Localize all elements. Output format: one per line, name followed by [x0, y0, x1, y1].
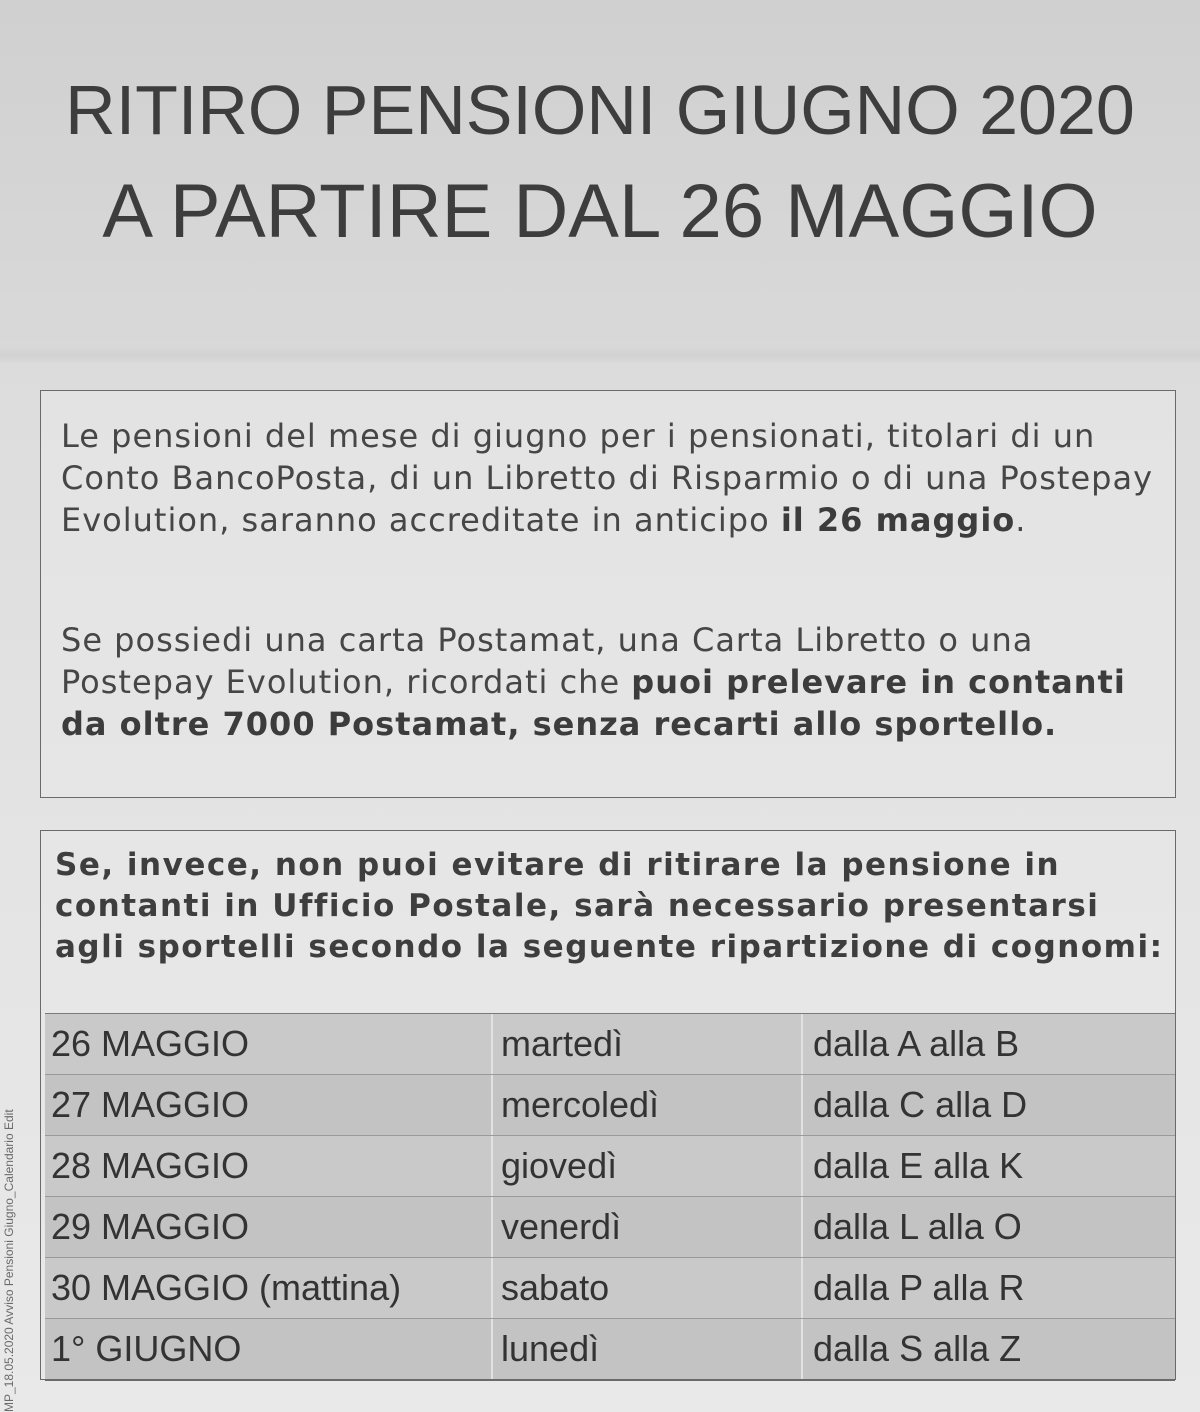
day-cell: mercoledì: [493, 1075, 803, 1135]
day-cell: martedì: [493, 1014, 803, 1074]
info-paragraph-postamat: [61, 619, 1161, 745]
notice-title: RITIRO PENSIONI GIUGNO 2020: [65, 71, 1135, 149]
info-box: [40, 390, 1176, 798]
credit-text: Le pensioni del mese di giugno per i pensionati, titolari di un Conto BancoPosta, di un Libretto di Risparmio o di una Postepay Evolution, saranno accreditate in anticipo: [61, 417, 1154, 539]
surname-range-cell: dalla S alla Z: [813, 1328, 1022, 1369]
surname-range-cell: dalla C alla D: [813, 1084, 1028, 1125]
table-row: [45, 1075, 1175, 1136]
surname-range-cell: dalla A alla B: [813, 1023, 1020, 1064]
date-cell: 26 MAGGIO: [45, 1014, 493, 1074]
surname-range-cell: dalla L alla O: [813, 1206, 1022, 1247]
day-cell: lunedì: [493, 1319, 803, 1379]
schedule-box: [40, 830, 1176, 1380]
surname-range-cell: dalla E alla K: [813, 1145, 1024, 1186]
table-row: [45, 1014, 1175, 1075]
notice-subtitle: A PARTIRE DAL 26 MAGGIO: [102, 169, 1098, 254]
credit-date-bold: il 26 maggio: [780, 501, 1016, 539]
date-cell: 30 MAGGIO (mattina): [45, 1258, 493, 1318]
surname-range-cell: dalla P alla R: [813, 1267, 1025, 1308]
credit-period: .: [1015, 501, 1027, 539]
day-cell: venerdì: [493, 1197, 803, 1257]
schedule-intro: Se, invece, non puoi evitare di ritirare la pensione in contanti in Ufficio Postale, sarà necessario presentarsi agli sportelli secondo la seguente ripartizione di cognomi:: [55, 847, 1164, 965]
header-fold-shadow: [0, 346, 1200, 364]
postamat-bold: puoi prelevare in contanti da oltre 7000 Postamat, senza recarti allo sportello.: [61, 663, 1126, 743]
date-cell: 27 MAGGIO: [45, 1075, 493, 1135]
table-row: [45, 1258, 1175, 1319]
schedule-table: [45, 1013, 1175, 1381]
day-cell: giovedì: [493, 1136, 803, 1196]
table-row: [45, 1136, 1175, 1197]
document-code-note: MP_18.05.2020 Avviso Pensioni Giugno_Calendario Edit: [2, 1109, 16, 1412]
date-cell: 29 MAGGIO: [45, 1197, 493, 1257]
info-paragraph-credit: [61, 415, 1161, 541]
table-row: [45, 1319, 1175, 1381]
date-cell: 28 MAGGIO: [45, 1136, 493, 1196]
postamat-text: Se possiedi una carta Postamat, una Carta Libretto o una Postepay Evolution, ricordati che: [61, 621, 1034, 701]
date-cell: 1° GIUGNO: [45, 1319, 493, 1379]
table-row: [45, 1197, 1175, 1258]
day-cell: sabato: [493, 1258, 803, 1318]
